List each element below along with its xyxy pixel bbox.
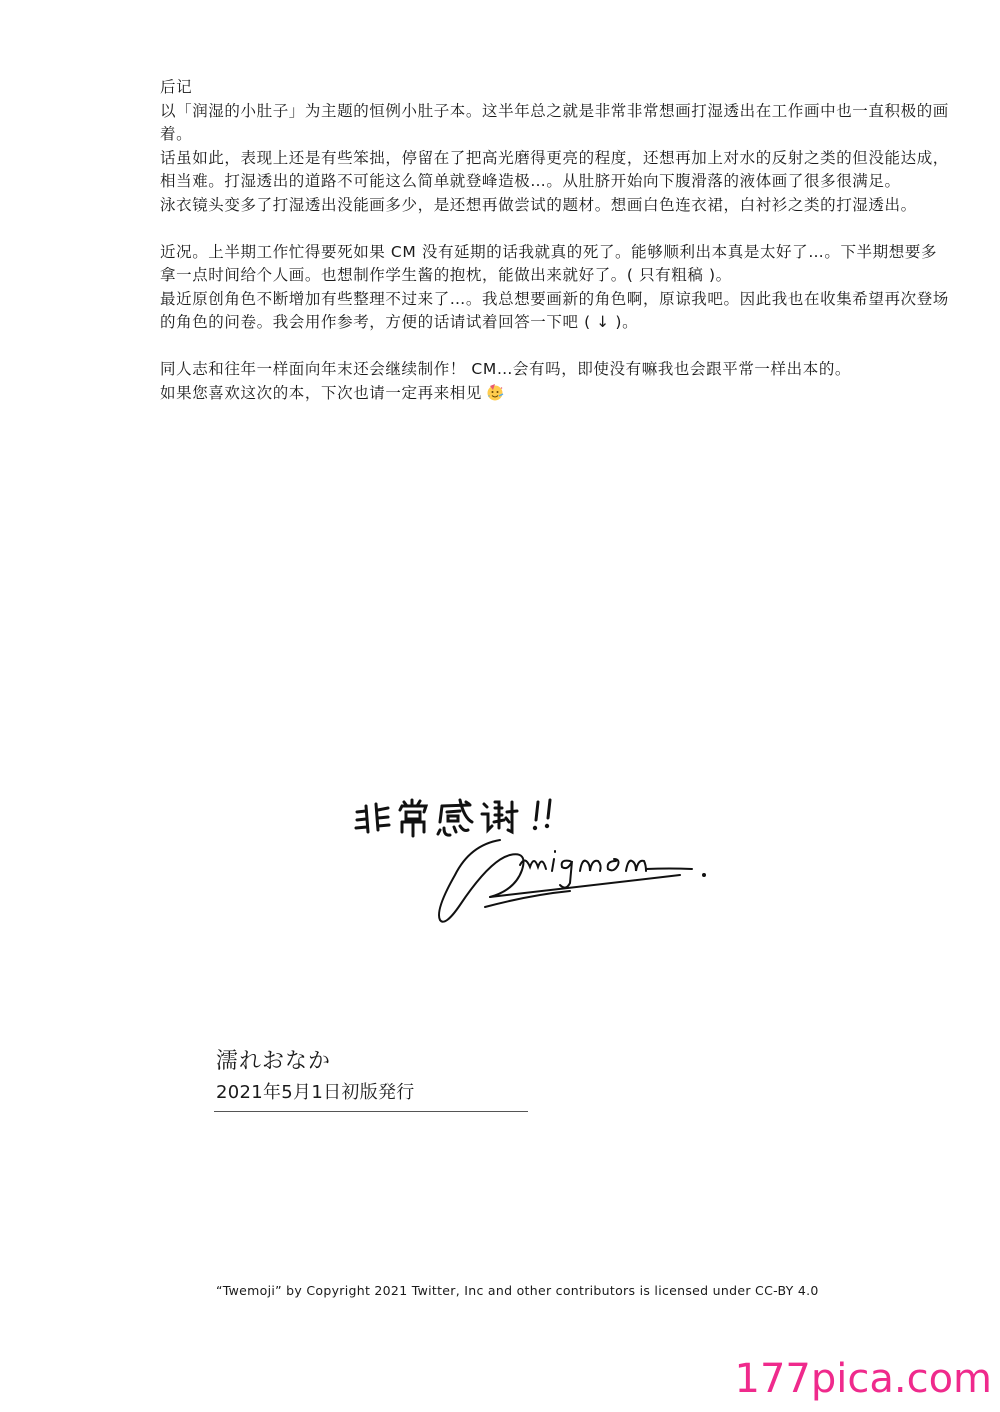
afterword-heading: 后记: [160, 78, 193, 96]
afterword-paragraph-3: 泳衣镜头变多了打湿透出没能画多少，是还想再做尝试的题材。想画白色连衣裙，白衬衫之类的打湿透出。: [160, 195, 917, 214]
twemoji-license-notice: “Twemoji” by Copyright 2021 Twitter, Inc and other contributors is licensed under CC-BY 4.0: [216, 1283, 819, 1298]
colophon-title: 濡れおなか: [216, 1049, 332, 1074]
afterword-paragraph-2: 话虽如此，表现上还是有些笨拙，停留在了把高光磨得更亮的程度，还想再加上对水的反射之类的但没能达成，相当难。打湿透出的道路不可能这么简单就登峰造极…。从肚脐开始向下腹滑落的液体画了很多很满足。: [160, 148, 949, 190]
afterword-paragraph-5: 最近原创角色不断增加有些整理不过来了…。我总想要画新的角色啊，原谅我吧。因此我也在收集希望再次登场的角色的问卷。我会用作参考，方便的话请试着回答一下吧 ( ↓ )。: [160, 289, 949, 331]
handwritten-signature: [430, 835, 720, 930]
colophon-divider: [214, 1111, 528, 1112]
afterword-paragraph-7: 如果您喜欢这次的本，下次也请一定再来相见: [160, 383, 483, 402]
afterword-paragraph-4: 近况。上半期工作忙得要死如果 CM 没有延期的话我就真的死了。能够顺利出本真是太好了…。下半期想要多拿一点时间给个人画。也想制作学生酱的抱枕，能做出来就好了。( 只有粗稿 )。: [160, 242, 938, 284]
afterword-text: [160, 76, 950, 405]
colophon-date: 2021年5月1日初版発行: [216, 1082, 415, 1103]
party-face-emoji-icon: [486, 383, 504, 401]
watermark-link[interactable]: 177pica.com: [734, 1356, 992, 1402]
afterword-paragraph-6: 同人志和往年一样面向年末还会继续制作！ CM…会有吗，即使没有嘛我也会跟平常一样出本的。: [160, 360, 852, 378]
afterword-closing-line: [160, 382, 950, 406]
afterword-paragraph-1: 以「润湿的小肚子」为主题的恒例小肚子本。这半年总之就是非常非常想画打湿透出在工作画中也一直积极的画着。: [160, 101, 949, 143]
